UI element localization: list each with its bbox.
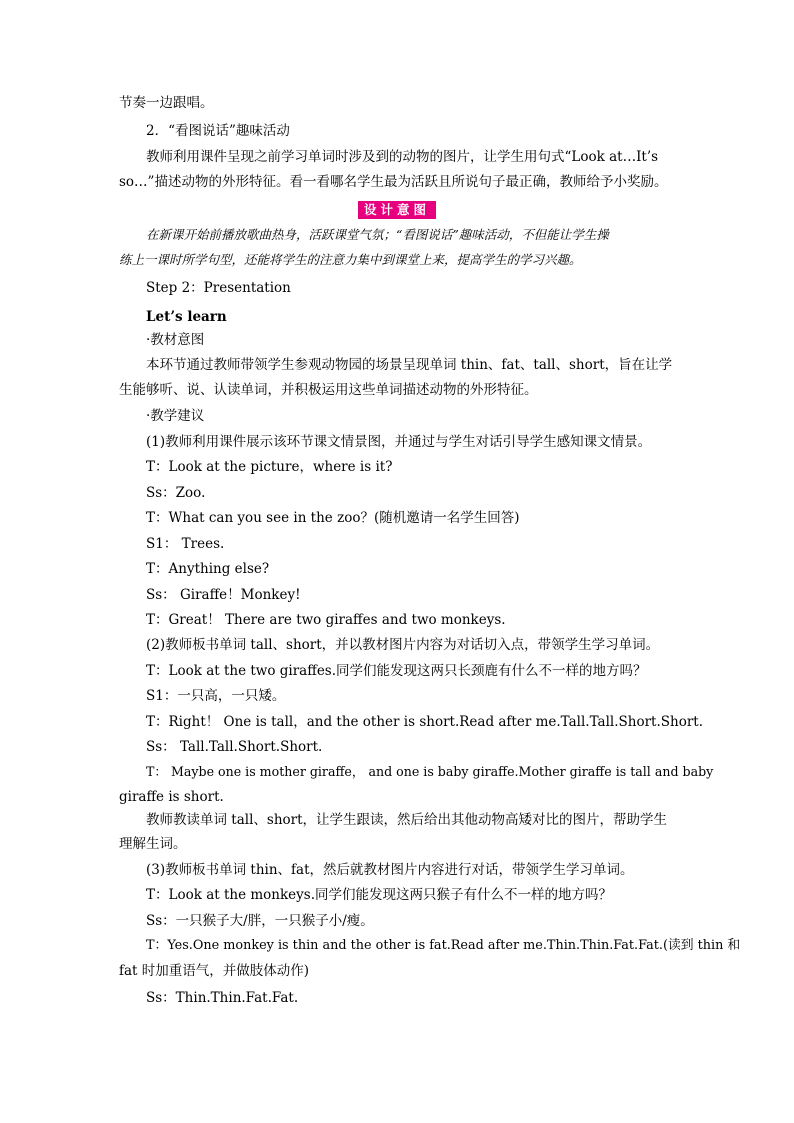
intent-line: 练上一课时所学句型，还能将学生的注意力集中到课堂上来，提高学生的学习兴趣。 bbox=[119, 252, 582, 267]
design-intent-badge-wrap bbox=[0, 199, 794, 219]
text-line: (1)教师利用课件展示该环节课文情景图，并通过与学生对话引导学生感知课文情景。 bbox=[146, 434, 652, 450]
subheading: ·教学建议 bbox=[146, 408, 205, 424]
design-intent-badge: 设计意图 bbox=[358, 201, 436, 219]
dialogue-line: T：Look at the two giraffes.同学们能发现这两只长颈鹿有什么不一样的地方吗？ bbox=[146, 663, 647, 679]
dialogue-line: T：Yes.One monkey is thin and the other is fat.Read after me.Thin.Thin.Fat.Fat.(读到 thin 和 bbox=[146, 938, 741, 953]
dialogue-line: Ss：一只猴子大/胖，一只猴子小/瘦。 bbox=[146, 913, 374, 929]
section-heading: Let’s learn bbox=[146, 309, 227, 325]
subheading: ·教材意图 bbox=[146, 332, 205, 348]
activity-heading: 2．“看图说话”趣味活动 bbox=[146, 123, 290, 139]
text-line: so…”描述动物的外形特征。看一看哪名学生最为活跃且所说句子最正确，教师给予小奖励。 bbox=[119, 174, 668, 190]
text-line: 本环节通过教师带领学生参观动物园的场景呈现单词 thin、fat、tall、short，旨在让学 bbox=[146, 357, 673, 373]
dialogue-line: S1：一只高，一只矮。 bbox=[146, 688, 286, 704]
dialogue-line: giraffe is short. bbox=[119, 789, 224, 805]
dialogue-line: T： Maybe one is mother giraffe， and one is baby giraffe.Mother giraffe is tall and baby bbox=[146, 764, 714, 779]
dialogue-line: S1： Trees. bbox=[146, 536, 225, 552]
text-line: 节奏一边跟唱。 bbox=[119, 95, 214, 111]
dialogue-line: Ss： Tall.Tall.Short.Short. bbox=[146, 739, 323, 755]
text-line: (3)教师板书单词 thin、fat，然后就教材图片内容进行对话，带领学生学习单词。 bbox=[146, 862, 634, 878]
dialogue-line: T：Great！ There are two giraffes and two monkeys. bbox=[146, 612, 506, 628]
dialogue-line: T：Look at the picture，where is it? bbox=[146, 459, 393, 475]
dialogue-line: T：Look at the monkeys.同学们能发现这两只猴子有什么不一样的地方吗？ bbox=[146, 887, 612, 903]
dialogue-line: T：What can you see in the zoo？(随机邀请一名学生回答) bbox=[146, 510, 520, 526]
dialogue-line: Ss：Thin.Thin.Fat.Fat. bbox=[146, 990, 299, 1006]
dialogue-line: T：Right！ One is tall，and the other is short.Read after me.Tall.Tall.Short.Short. bbox=[146, 714, 704, 730]
dialogue-line: Ss： Giraffe！Monkey! bbox=[146, 587, 301, 603]
text-line: 教师利用课件呈现之前学习单词时涉及到的动物的图片，让学生用句式“Look at…It’s bbox=[146, 149, 659, 165]
dialogue-line: T：Anything else? bbox=[146, 561, 270, 577]
text-line: (2)教师板书单词 tall、short，并以教材图片内容为对话切入点，带领学生学习单词。 bbox=[146, 637, 660, 653]
step-heading: Step 2：Presentation bbox=[146, 280, 291, 296]
intent-line: 在新课开始前播放歌曲热身，活跃课堂气氛；“看图说话”趣味活动，不但能让学生操 bbox=[146, 227, 609, 242]
text-line: 教师教读单词 tall、short，让学生跟读，然后给出其他动物高矮对比的图片，帮助学生 bbox=[146, 812, 668, 828]
text-line: 生能够听、说、认读单词，并积极运用这些单词描述动物的外形特征。 bbox=[119, 382, 538, 398]
text-line: 理解生词。 bbox=[119, 836, 187, 852]
dialogue-line: Ss：Zoo. bbox=[146, 485, 206, 501]
dialogue-line: fat 时加重语气，并做肢体动作) bbox=[119, 963, 310, 979]
